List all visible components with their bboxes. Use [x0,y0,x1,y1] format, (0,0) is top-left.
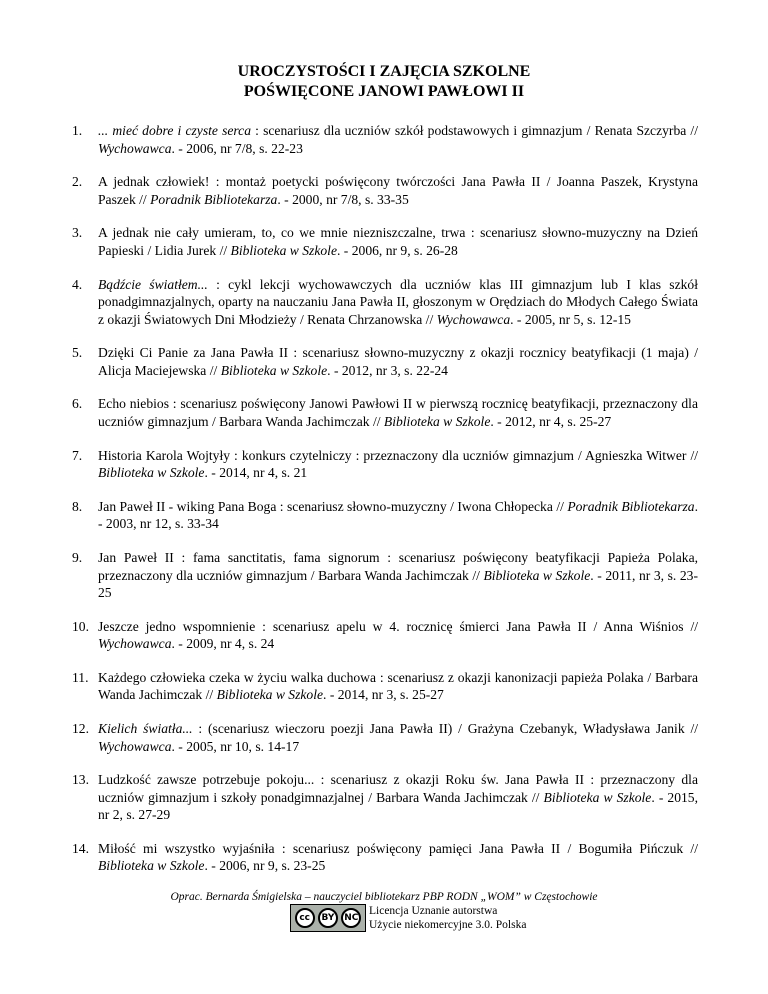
item-source-journal: Biblioteka w Szkole [483,567,591,583]
nc-icon: NC [341,908,361,928]
item-issue-details: . - 2014, nr 4, s. 21 [204,465,308,481]
item-number: 9. [72,550,83,565]
footer-credit: Oprac. Bernarda Śmigielska – nauczyciel bibliotekarz PBP RODN „WOM” w Częstochowie [170,891,598,903]
item-description: : scenariusz dla uczniów szkół podstawowych i gimnazjum / Renata Szczyrba // [251,123,698,138]
cc-license-badge[interactable] [290,904,366,932]
item-issue-details: . - 2011, nr 3, s. 23-25 [98,567,698,600]
item-issue-details: . - 2014, nr 3, s. 25-27 [323,687,444,703]
item-issue-details: . - 2006, nr 9, s. 23-25 [204,858,326,874]
item-number: 7. [72,447,83,463]
list-item [72,224,698,259]
item-number: 12. [72,721,89,737]
item-source-journal: Biblioteka w Szkole [230,242,337,258]
item-lead-text: Jan Paweł II - wiking Pana Boga : scenariusz słowno-muzyczny / Iwona Chłopecka // [98,498,568,514]
item-number: 4. [72,276,83,292]
item-lead-text: Jeszcze jedno wspomnienie : scenariusz apelu w 4. rocznicę śmierci Jana Pawła II / Anna Wiśnios // [98,618,698,634]
item-source-journal: Biblioteka w Szkole [220,362,328,378]
item-number: 14. [72,840,89,856]
item-issue-details: . - 2000, nr 7/8, s. 33-35 [277,191,409,207]
item-lead-text: Każdego człowieka czeka w życiu walka duchowa : scenariusz z okazji kanonizacji papieża Polaka / Barbara Wanda Jachimczak // [98,669,698,703]
item-lead-text: Jan Paweł II : fama sanctitatis, fama signorum : scenariusz poświęcony beatyfikacji Papieża Polaka, przeznaczony dla uczniów gimnazjum / Barbara Wanda Jachimczak // [98,550,698,583]
item-issue-details: . - 2006, nr 7/8, s. 22-23 [171,140,303,156]
item-source-journal: Wychowawca [436,311,511,327]
title-line-2: POŚWIĘCONE JANOWI PAWŁOWI II [243,83,525,100]
item-number: 3. [72,225,83,241]
item-issue-details: . - 2012, nr 4, s. 25-27 [490,413,612,429]
title-line-1: UROCZYSTOŚCI I ZAJĘCIA SZKOLNE [237,63,531,80]
item-lead-text: A jednak człowiek! : montaż poetycki poświęcony twórczości Jana Pawła II / Joanna Paszek, Krystyna Paszek // [98,174,698,207]
list-item [72,618,698,653]
page-title [0,62,768,102]
list-item [72,669,698,704]
list-item [72,344,698,379]
item-lead-text: Echo niebios : scenariusz poświęcony Janowi Pawłowi II w pierwszą rocznicę beatyfikacji, przeznaczony dla uczniów gimnazjum / Barbara Wanda Jachimczak // [98,396,698,429]
list-item [72,549,698,602]
item-issue-details: . - 2003, nr 12, s. 33-34 [98,498,698,532]
item-source-journal: Wychowawca [98,738,172,754]
item-source-journal: Wychowawca [98,140,172,156]
item-issue-details: . - 2015, nr 2, s. 27-29 [98,789,698,823]
item-lead-text: Historia Karola Wojtyły : konkurs czytelniczy : przeznaczony dla uczniów gimnazjum / Agnieszka Witwer // [98,447,698,463]
item-number: 2. [72,174,83,190]
bibliography-list [72,122,698,891]
item-number: 10. [72,618,89,634]
license-block [290,904,526,934]
item-source-journal: Biblioteka w Szkole [98,858,205,874]
list-item [72,395,698,430]
item-number: 13. [72,772,89,788]
item-issue-details: . - 2005, nr 10, s. 14-17 [171,738,300,754]
item-issue-details: . - 2005, nr 5, s. 12-15 [510,311,631,327]
list-item [72,498,698,533]
list-item [72,771,698,824]
item-number: 11. [72,669,89,685]
item-lead-text: Dzięki Ci Panie za Jana Pawła II : scenariusz słowno-muzyczny z okazji rocznicy beatyfikacji (1 maja) / Alicja Maciejewska // [98,345,698,378]
item-title-italic: Bądźcie światłem... [98,276,208,292]
item-number: 1. [72,123,83,138]
item-source-journal: Wychowawca [98,636,172,652]
list-item [72,720,698,755]
license-line-1: Licencja Uznanie autorstwa [369,905,498,917]
cc-icon: cc [295,908,315,928]
item-source-journal: Biblioteka w Szkole [216,687,324,703]
list-item [72,173,698,208]
item-number: 8. [72,498,83,514]
list-item [72,122,698,157]
item-issue-details: . - 2006, nr 9, s. 26-28 [337,242,458,258]
item-title-italic: Kielich światła... [98,721,193,737]
license-line-2: Użycie niekomercyjne 3.0. Polska [369,919,527,931]
item-source-journal: Poradnik Bibliotekarza [567,498,695,514]
item-number: 5. [72,345,83,361]
item-lead-text: Ludzkość zawsze potrzebuje pokoju... : scenariusz z okazji Roku św. Jana Pawła II : przeznaczony dla uczniów gimnazjum i szkoły ponadgimnazjalnej / Barbara Wanda Jachimczak // [98,772,698,805]
item-lead-text: A jednak nie cały umieram, to, co we mnie niezniszczalne, trwa : scenariusz słowno-muzyczny na Dzień Papieski / Lidia Jurek // [98,225,698,258]
item-number: 6. [72,396,83,412]
by-icon: BY [318,908,338,928]
item-source-journal: Poradnik Bibliotekarza [150,191,278,207]
item-issue-details: . - 2012, nr 3, s. 22-24 [327,362,448,378]
item-source-journal: Biblioteka w Szkole [98,465,205,481]
item-description: : cykl lekcji wychowawczych dla uczniów klas III gimnazjum lub I klas szkół ponadgimnazjalnych, oparty na nauczaniu Jana Pawła II, głoszonym w Orędziach do Młodych Całego Świata z okazji Światowych Dni Młodzieży / Renata Chrzanowska // [98,276,698,327]
item-issue-details: . - 2009, nr 4, s. 24 [171,636,275,652]
item-lead-text: Miłość mi wszystko wyjaśniła : scenariusz poświęcony pamięci Jana Pawła II / Bogumiła Pińczuk // [98,840,698,856]
license-text [369,904,526,932]
list-item [72,840,698,875]
item-title-italic: ... mieć dobre i czyste serca [98,123,252,138]
list-item [72,447,698,482]
item-source-journal: Biblioteka w Szkole [543,789,652,805]
list-item [72,276,698,329]
item-description: : (scenariusz wieczoru poezji Jana Pawła II) / Grażyna Czebanyk, Władysława Janik // [192,721,699,737]
item-source-journal: Biblioteka w Szkole [383,413,491,429]
